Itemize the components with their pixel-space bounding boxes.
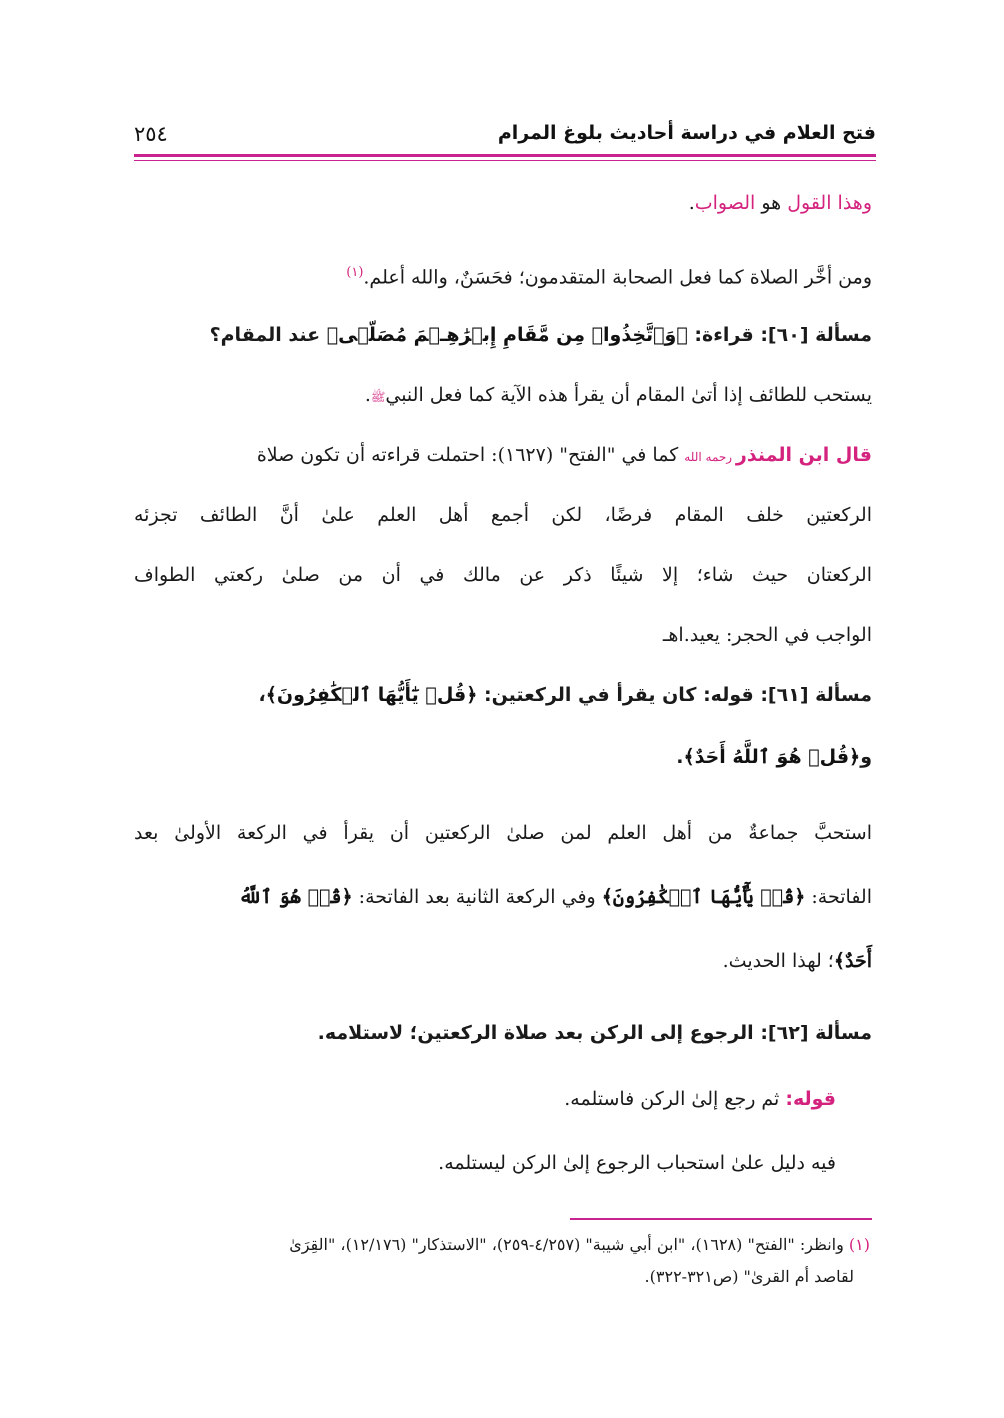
line-2 [346, 258, 872, 292]
line-11: استحبَّ جماعةٌ من أهل العلم لمن صلىٰ الركعتين أن يقرأ في الركعة الأولىٰ بعد [134, 822, 872, 844]
masala-62-heading [318, 1018, 872, 1048]
quran-verse: أَحَدٌ﴾ [833, 950, 872, 972]
hadith-quote-label: قوله: [785, 1088, 836, 1110]
book-title: فتح العلام في دراسة أحاديث بلوغ المرام [497, 122, 876, 144]
footnote-text: وانظر: "الفتح" (١٦٢٨)، "ابن أبي شيبة" (٤/٢٥٧-٢٥٩)، "الاستذكار" (١٢/١٧٦)، "القِرَىٰ [289, 1235, 849, 1254]
footnote-ref: (١) [346, 265, 364, 280]
masala-61-heading [259, 680, 872, 710]
line-7: الركعتان حيث شاء؛ إلا شيئًا ذكر عن مالك في أن من صلىٰ ركعتي الطواف [134, 564, 872, 586]
running-header [134, 118, 876, 158]
masala-text: قراءة: [687, 324, 761, 346]
rahimahullah-glyph: رحمه الله [684, 450, 736, 464]
footnote-mark: (١) [848, 1235, 870, 1254]
scholar-name: قال ابن المنذر [735, 444, 872, 466]
plain-text: وفي الركعة الثانية بعد الفاتحة: [352, 886, 602, 908]
line-4 [365, 380, 872, 412]
highlight-text: الصواب [694, 192, 756, 214]
plain-text: كما في "الفتح" (١٦٢٧): احتملت قراءته أن تكون صلاة [256, 444, 685, 466]
header-rule-thin [134, 160, 876, 161]
line-15 [564, 1084, 836, 1114]
line-12 [239, 882, 872, 912]
plain-text: . [688, 192, 695, 214]
plain-text: الفاتحة: [805, 886, 872, 908]
plain-text: يستحب للطائف إذا أتىٰ المقام أن يقرأ هذه الآية كما فعل النبي [385, 384, 872, 406]
line-5 [257, 440, 872, 472]
line-6: الركعتين خلف المقام فرضًا، لكن أجمع أهل العلم علىٰ أنَّ الطائف تجزئه [134, 504, 872, 526]
line-16: فيه دليل علىٰ استحباب الرجوع إلىٰ الركن ليستلمه. [438, 1152, 836, 1174]
salawat-glyph: ﷺ [370, 390, 386, 404]
plain-text: ؛ لهذا الحديث. [722, 950, 834, 972]
page-number: ٢٥٤ [134, 122, 168, 146]
plain-text: و [860, 746, 872, 768]
masala-label: مسألة [٦٢]: [760, 1022, 872, 1044]
quran-verse: ﴿وَٱتَّخِذُوا۟ مِن مَّقَامِ إِبۡرَٰهِـۧمَ مُصَلࣰّى﴾ [326, 324, 688, 346]
line-13 [723, 946, 872, 976]
footnote-separator [570, 1218, 872, 1220]
masala-text: الرجوع إلى الركن بعد صلاة الركعتين؛ لاستلامه. [317, 1022, 761, 1044]
plain-text: . [676, 746, 684, 768]
quran-verse: ﴿قُلۡ يَٰٓأَيُّهَا ٱلۡكَٰفِرُونَ﴾ [601, 886, 806, 908]
quran-verse: ﴿قُلۡ هُوَ ٱللَّهُ [238, 886, 353, 908]
masala-text: قوله: كان يقرأ في الركعتين: [477, 684, 761, 706]
line-8: الواجب في الحجر: يعيد.اهـ [662, 624, 872, 646]
masala-label: مسألة [٦١]: [760, 684, 872, 706]
plain-text: هو [755, 192, 788, 214]
line-1 [689, 188, 872, 218]
plain-text: ومن أخَّر الصلاة كما فعل الصحابة المتقدمون؛ فحَسَنٌ، والله أعلم. [363, 266, 872, 289]
footnote-line-2: لقاصد أم القرىٰ" (ص٣٢١-٣٢٢). [644, 1267, 854, 1286]
quran-verse: ﴿قُلۡ يَٰٓأَيُّهَا ٱلۡكَٰفِرُونَ﴾ [265, 684, 478, 706]
highlight-text: وهذا القول [787, 192, 872, 214]
footnote-line-1 [289, 1232, 870, 1258]
plain-text: . [364, 384, 371, 406]
masala-text: عند المقام؟ [209, 324, 327, 346]
line-10 [676, 742, 872, 772]
masala-60-heading [210, 320, 872, 350]
plain-text: ثم رجع إلىٰ الركن فاستلمه. [564, 1088, 786, 1110]
header-rule-thick [134, 154, 876, 157]
masala-text: ، [258, 684, 266, 706]
quran-verse: ﴿قُلۡ هُوَ ٱللَّهُ أَحَدٌ﴾ [683, 746, 861, 768]
masala-label: مسألة [٦٠]: [760, 324, 872, 346]
